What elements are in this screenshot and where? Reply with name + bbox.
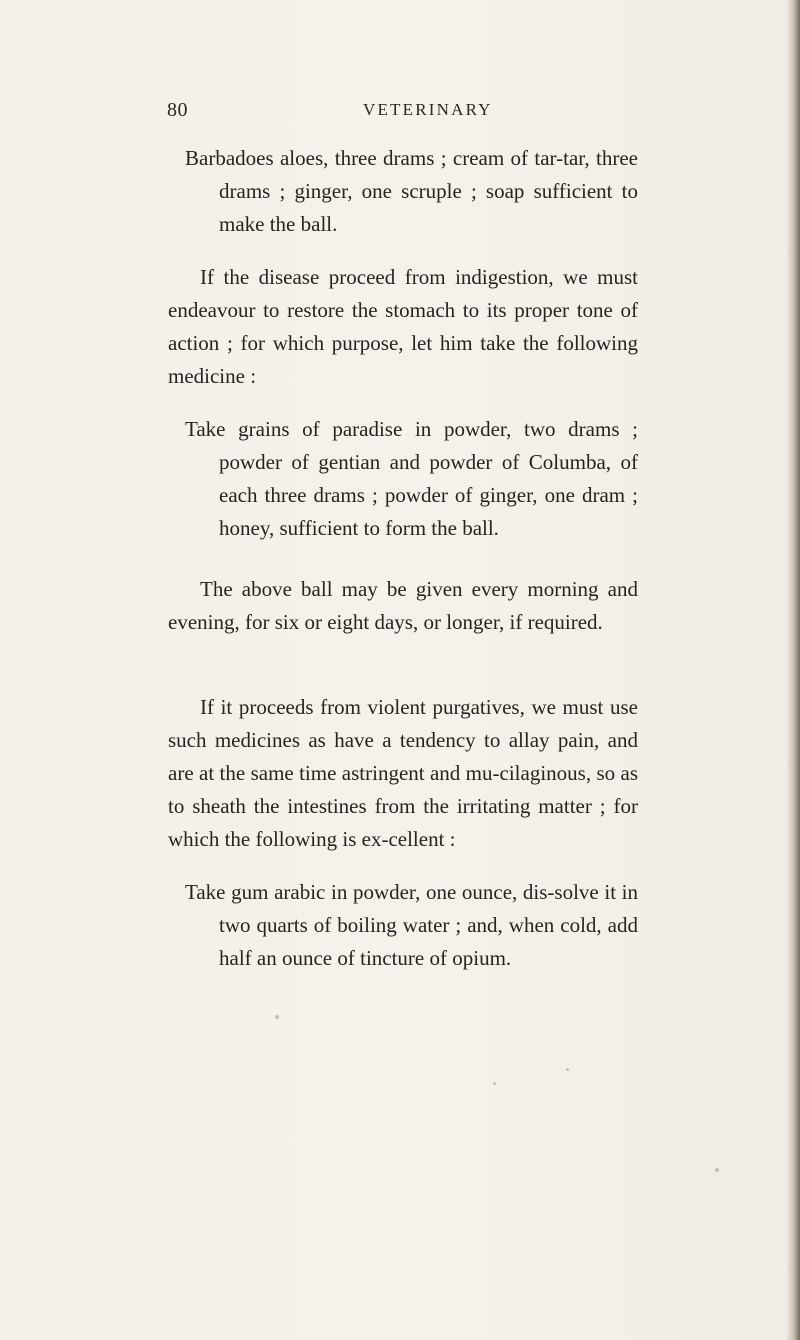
page-edge-shadow	[786, 0, 800, 1340]
paragraph-indigestion: If the disease proceed from indigestion, we must endeavour to restore the stomach to its proper tone of action ; for which purpose, let him take the following medicine :	[168, 265, 638, 388]
page-header	[0, 96, 800, 128]
paper-speck	[715, 1168, 719, 1172]
prescription-paragraph-1: Barbadoes aloes, three drams ; cream of tar-tar, three drams ; ginger, one scruple ; soap sufficient to make the ball.	[185, 146, 638, 236]
prescription-paragraph-2: Take grains of paradise in powder, two drams ; powder of gentian and powder of Columba, of each three drams ; powder of ginger, one dram ; honey, sufficient to form the ball.	[185, 417, 638, 540]
paper-speck	[275, 1015, 279, 1019]
page-number: 80	[167, 99, 188, 121]
paper-speck	[493, 1082, 496, 1085]
paragraph-purgatives: If it proceeds from violent purgatives, we must use such medicines as have a tendency to allay pain, and are at the same time astringent and mu-cilaginous, so as to sheath the intestines from the irritating matter ; for which the following is ex-cellent :	[168, 695, 638, 851]
running-head: VETERINARY	[363, 100, 493, 119]
body-text	[168, 142, 638, 975]
paper-speck	[566, 1068, 569, 1071]
paragraph-dosage: The above ball may be given every morning and evening, for six or eight days, or longer, if required.	[168, 577, 638, 634]
prescription-paragraph-3: Take gum arabic in powder, one ounce, dis-solve it in two quarts of boiling water ; and, when cold, add half an ounce of tincture of opium.	[185, 880, 638, 970]
